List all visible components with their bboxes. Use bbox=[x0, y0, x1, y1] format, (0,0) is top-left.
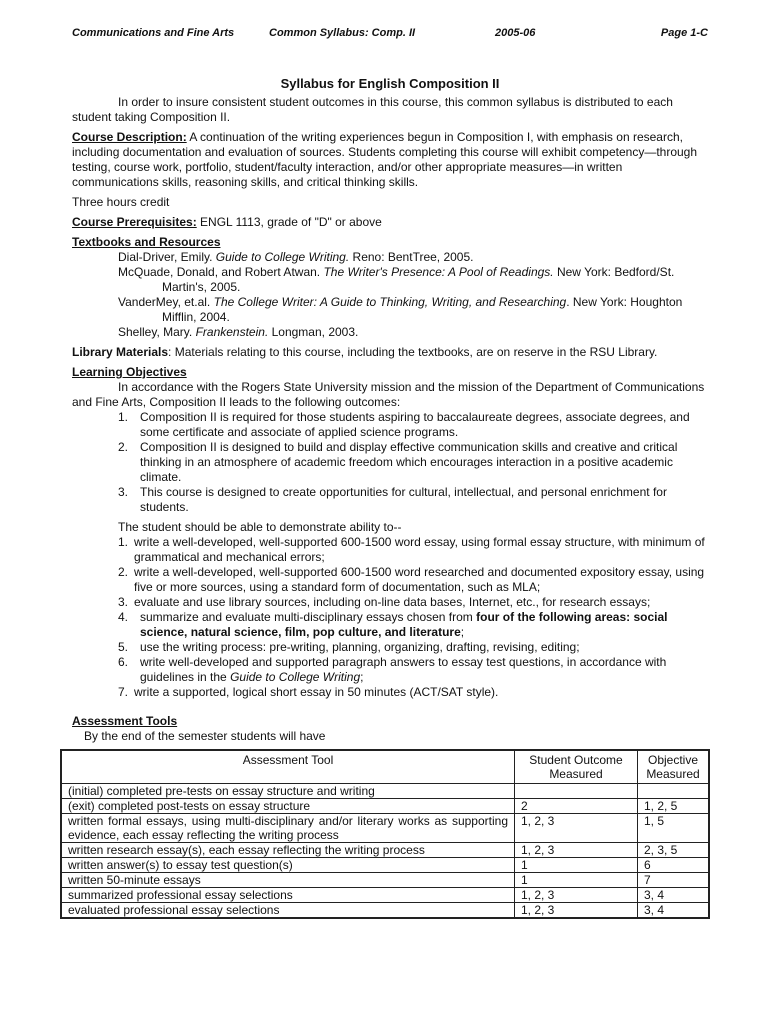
library-materials-text: : Materials relating to this course, including the textbooks, are on reserve in the RSU Library. bbox=[168, 345, 658, 359]
learning-objectives-heading: Learning Objectives bbox=[72, 365, 187, 379]
document-title: Syllabus for English Composition II bbox=[280, 76, 500, 91]
credit-hours: Three hours credit bbox=[72, 195, 170, 209]
list-item: 1. write a well-developed, well-supported 600-1500 word essay, using formal essay structure, with minimum of grammatical and mechanical errors; bbox=[118, 535, 705, 564]
abilities-list bbox=[72, 535, 708, 700]
table-cell: 7 bbox=[638, 873, 710, 888]
table-row bbox=[61, 799, 709, 814]
assessment-heading: Assessment Tools bbox=[72, 714, 178, 728]
table-row bbox=[61, 903, 709, 919]
list-item: 6. write well-developed and supported paragraph answers to essay test questions, in accordance with guidelines in the Guide to College Writing; bbox=[118, 655, 667, 684]
table-row bbox=[61, 873, 709, 888]
column-header: Assessment Tool bbox=[61, 750, 515, 784]
table-cell: (exit) completed post-tests on essay structure bbox=[61, 799, 515, 814]
list-item: 3. This course is designed to create opportunities for cultural, intellectual, and personal enrichment for students. bbox=[118, 485, 667, 514]
table-row bbox=[61, 888, 709, 903]
running-header bbox=[72, 26, 708, 42]
table-cell bbox=[515, 784, 638, 799]
course-description bbox=[72, 130, 708, 190]
table-cell: (initial) completed pre-tests on essay structure and writing bbox=[61, 784, 515, 799]
textbook-item: Dial-Driver, Emily. Guide to College Writing. Reno: BentTree, 2005. bbox=[118, 250, 474, 264]
column-header: Student Outcome Measured bbox=[515, 750, 638, 784]
list-item: 1. Composition II is required for those students aspiring to baccalaureate degrees, associate degrees, and some certificate and associate of applied science programs. bbox=[118, 410, 690, 439]
table-cell: summarized professional essay selections bbox=[61, 888, 515, 903]
table-cell: written formal essays, using multi-disciplinary and/or literary works as supporting evidence, each essay reflecting the writing process bbox=[61, 814, 515, 843]
table-cell: 2 bbox=[515, 799, 638, 814]
table-cell: 1, 2, 3 bbox=[515, 903, 638, 919]
list-item: 7. write a supported, logical short essay in 50 minutes (ACT/SAT style). bbox=[118, 685, 499, 699]
table-row bbox=[61, 843, 709, 858]
textbook-item: Shelley, Mary. Frankenstein. Longman, 2003. bbox=[118, 325, 359, 339]
table-cell: 3, 4 bbox=[638, 888, 710, 903]
library-materials-label: Library Materials bbox=[72, 345, 169, 359]
prerequisites-label: Course Prerequisites: bbox=[72, 215, 197, 229]
syllabus-page bbox=[72, 26, 708, 744]
header-department: Communications and Fine Arts bbox=[72, 27, 235, 39]
table-cell: 1 bbox=[515, 873, 638, 888]
list-item: 5. use the writing process: pre-writing, planning, organizing, drafting, revising, editing; bbox=[118, 640, 580, 654]
textbook-item: McQuade, Donald, and Robert Atwan. The Writer's Presence: A Pool of Readings. New York: Bedford/St. Martin's, 2005. bbox=[118, 265, 675, 294]
table-cell: 1, 2, 3 bbox=[515, 843, 638, 858]
table-cell: 1 bbox=[515, 858, 638, 873]
intro-paragraph: In order to insure consistent student outcomes in this course, this common syllabus is distributed to each student taking Composition II. bbox=[72, 95, 673, 124]
table-cell: 2, 3, 5 bbox=[638, 843, 710, 858]
textbook-list bbox=[72, 250, 708, 340]
table-cell: 6 bbox=[638, 858, 710, 873]
table-header-row bbox=[61, 750, 709, 784]
course-description-label: Course Description: bbox=[72, 130, 187, 144]
table-cell: 1, 2, 5 bbox=[638, 799, 710, 814]
header-syllabus: Common Syllabus: Comp. II bbox=[269, 27, 416, 39]
learning-objectives-intro: In accordance with the Rogers State University mission and the mission of the Department of Communications and Fine Arts, Composition II leads to the following outcomes: bbox=[72, 380, 705, 409]
table-cell: 3, 4 bbox=[638, 903, 710, 919]
prerequisites-text: ENGL 1113, grade of "D" or above bbox=[196, 215, 382, 229]
table-cell: 1, 2, 3 bbox=[515, 888, 638, 903]
abilities-intro: The student should be able to demonstrate ability to-- bbox=[118, 520, 402, 534]
column-header: Objective Measured bbox=[638, 750, 710, 784]
header-year: 2005-06 bbox=[495, 27, 536, 39]
assessment-intro: By the end of the semester students will have bbox=[84, 729, 326, 743]
table-cell: evaluated professional essay selections bbox=[61, 903, 515, 919]
list-item: 2. Composition II is designed to build and display effective communication skills and creative and critical thinking in an atmosphere of academic freedom which encourages interaction in a positive academic climate. bbox=[118, 440, 678, 484]
textbook-item: VanderMey, et.al. The College Writer: A Guide to Thinking, Writing, and Researching. New York: Houghton Mifflin, 2004. bbox=[118, 295, 683, 324]
header-page-number: Page 1-C bbox=[660, 27, 708, 39]
table-row bbox=[61, 784, 709, 799]
objectives-list bbox=[72, 410, 708, 515]
table-cell: written answer(s) to essay test question(s) bbox=[61, 858, 515, 873]
table-row bbox=[61, 858, 709, 873]
table-cell: written research essay(s), each essay reflecting the writing process bbox=[61, 843, 515, 858]
assessment-table bbox=[60, 749, 710, 919]
list-item: 4. summarize and evaluate multi-disciplinary essays chosen from four of the following areas: social science, natural science, film, pop culture, and literature; bbox=[118, 610, 668, 639]
table-row bbox=[61, 814, 709, 843]
list-item: 2. write a well-developed, well-supported 600-1500 word researched and documented expository essay, using five or more sources, using a standard form of documentation, such as MLA; bbox=[118, 565, 705, 594]
textbooks-heading: Textbooks and Resources bbox=[72, 235, 221, 249]
table-cell: 1, 5 bbox=[638, 814, 710, 843]
prerequisites bbox=[72, 215, 708, 230]
library-materials bbox=[72, 345, 708, 360]
course-description-text: A continuation of the writing experiences begun in Composition I, with emphasis on research, including documentation and evaluation of sources. Students completing this course will exhibit competency—through testing, course work, portfolio, student/faculty interaction, and/or other appropriate measures—in written communications skills, reasoning skills, and critical thinking skills. bbox=[72, 130, 698, 189]
table-cell: 1, 2, 3 bbox=[515, 814, 638, 843]
table-cell bbox=[638, 784, 710, 799]
list-item: 3. evaluate and use library sources, including on-line data bases, Internet, etc., for research essays; bbox=[118, 595, 651, 609]
table-cell: written 50-minute essays bbox=[61, 873, 515, 888]
